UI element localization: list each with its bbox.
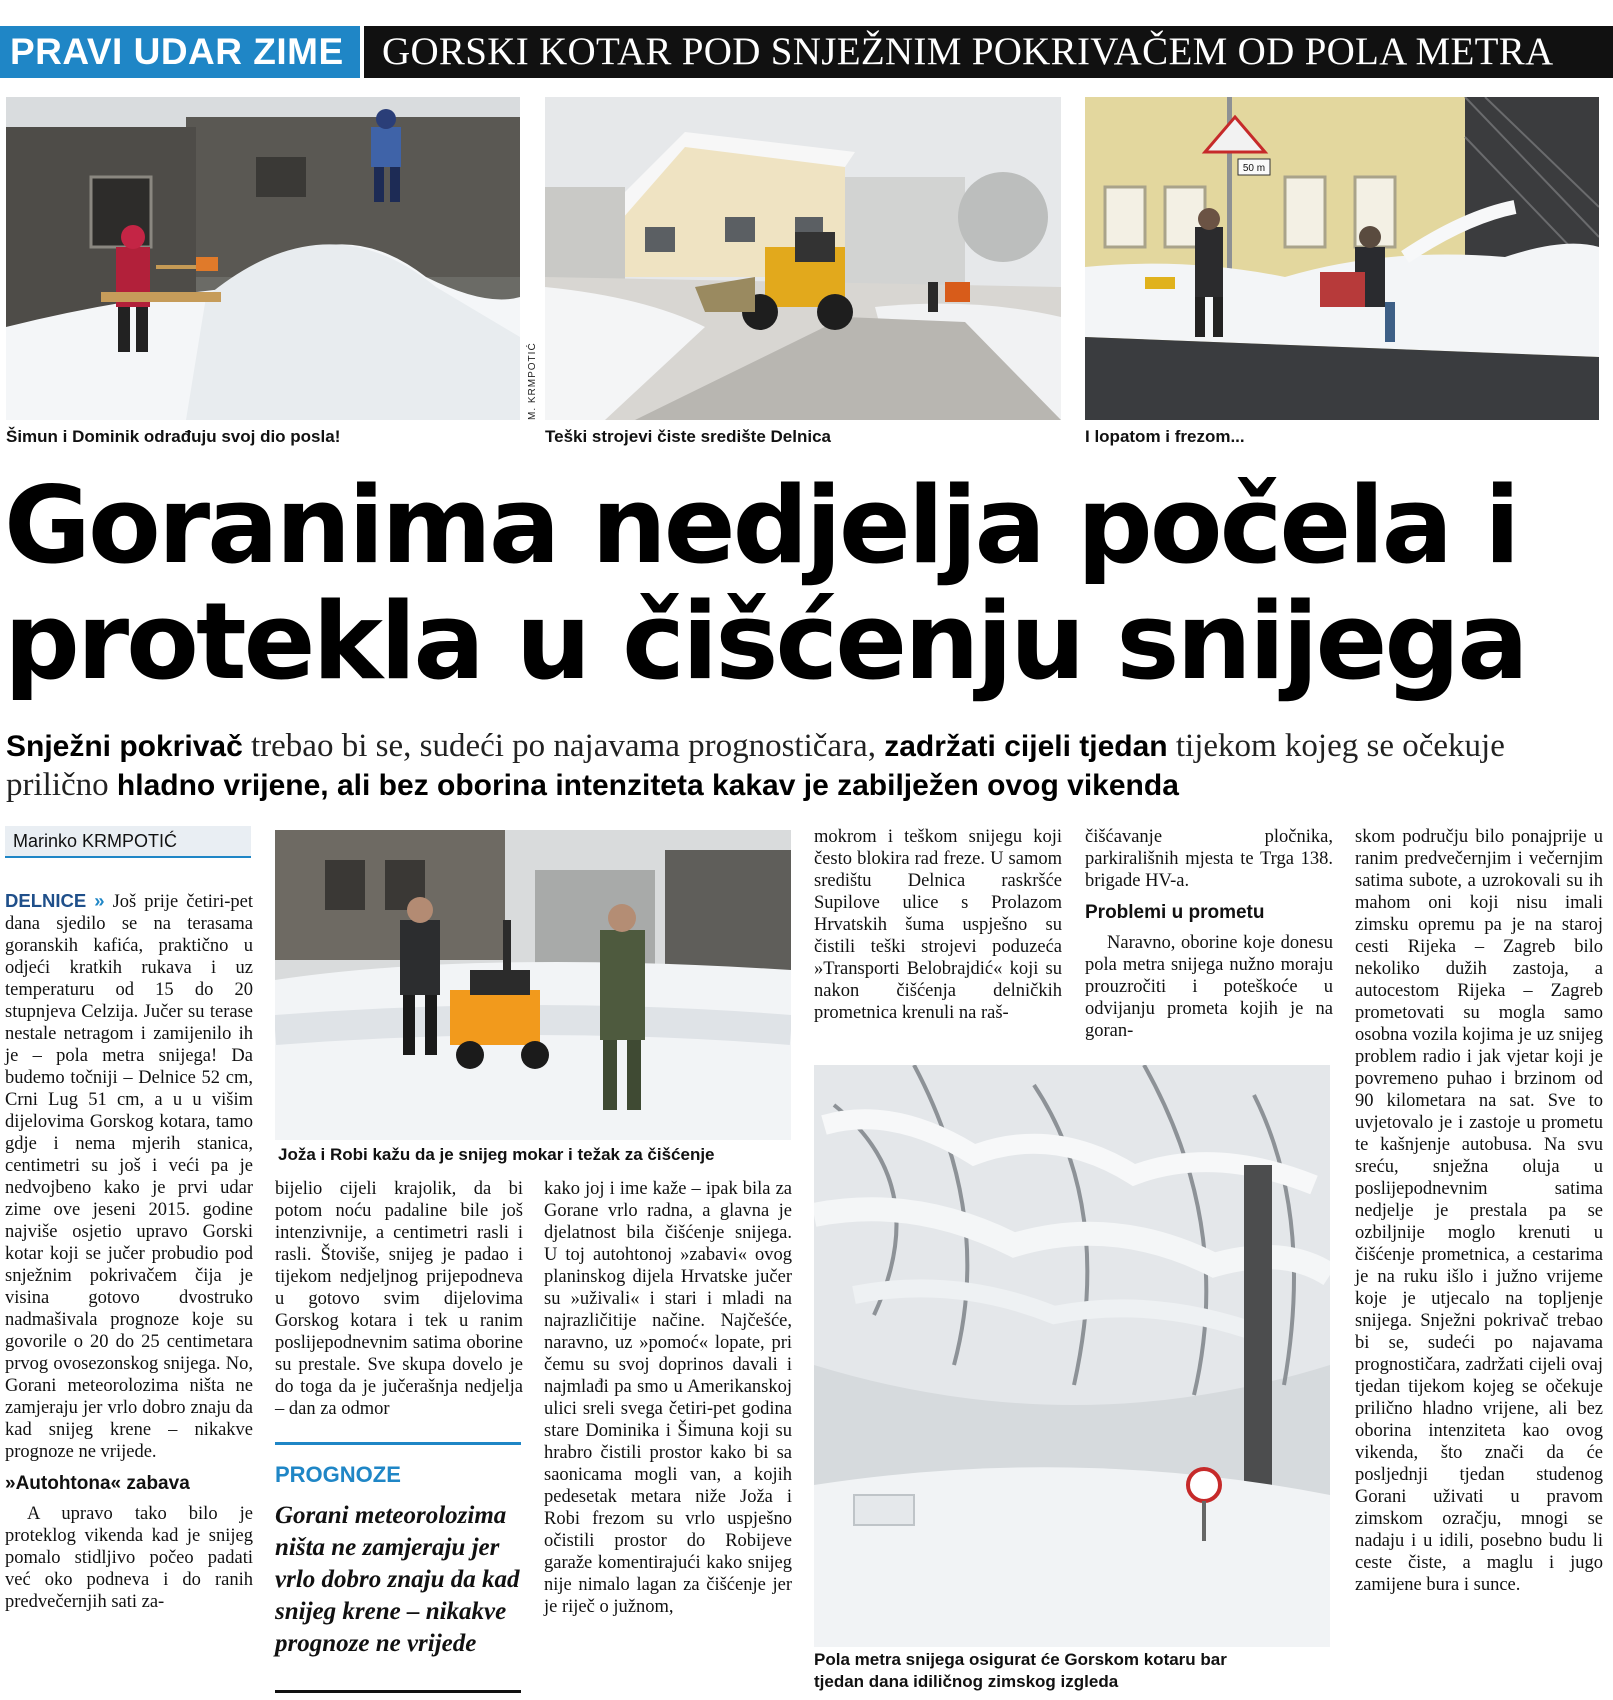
headline-line-1: Goranima nedjelja počela i xyxy=(4,464,1518,587)
article-paragraph: Naravno, oborine koje donesu pola metra snijega nužno moraju prouzročiti i poteškoće u odvijanju prometa kojih je na goran- xyxy=(1085,933,1333,1041)
dateline-arrow-icon: » xyxy=(94,890,105,911)
photo-kids-shoveling xyxy=(6,97,520,420)
headline-line-2: protekla u čišćenju snijega xyxy=(4,580,1526,703)
article-paragraph: A upravo tako bilo je proteklog vikenda kad je snijeg pomalo stidljivo počeo padati već oko podneva i do ranih predvečernjih sati za- xyxy=(5,1504,253,1612)
photo-caption: Pola metra snijega osigurat će Gorskom kotaru bar xyxy=(814,1650,1227,1669)
section-title: GORSKI KOTAR POD SNJEŽNIM POKRIVAČEM OD POLA METRA xyxy=(364,26,1613,78)
subheading: Problemi u prometu xyxy=(1085,902,1265,923)
box-divider xyxy=(275,1442,521,1445)
article-paragraph: skom području bilo ponajprije u ranim predvečernjim i večernjim satima subote, a uzrokovali su ih mahom oni koji nisu imali zimsku opremu pa je na staroj cesti Rijeka – Zagreb bilo nekoliko dužih zastoja, a autocestom Rijeka – Zagreb prometovati su mogla samo osobna vozila kojima je uz snijeg problem radio i jak vjetar koji je povremeno puhao i brzinom od 90 kilometara na sat. Sve to uvjetovalo je i zastoje u prometu te kašnjenje autobusa. Na svu sreću, snježna oluja u poslijepodnevnim satima nedjelje je prestala pa se ozbiljnije moglo krenuti u čišćenje prometnica, a cestarima je na ruku išlo i južno vrijeme koje je utjecalo na topljenje snijega. Snježni pokrivač trebao bi se, sudeći po najavama prognostičara, zadržati cijeli ovaj tjedan tijekom kojeg se očekuje prilično hladno vrijene, ali bez oborina intenziteta kao ovog vikenda, što znači da će posljednji tjedan studenog Gorani uživati u pravom zimskom ozračju, mnogi se nadaju i u idili, posebno budu li ceste čiste, a maglu i jugo zamijene bura i sunce. xyxy=(1355,827,1603,1595)
article-column-3 xyxy=(544,1178,792,1618)
lead-bold-1: Snježni pokrivač xyxy=(6,730,243,763)
dateline: DELNICE xyxy=(5,890,87,911)
photo-caption: Joža i Robi kažu da je snijeg mokar i težak za čišćenje xyxy=(278,1145,715,1164)
article-paragraph: čišćavanje pločnika, parkirališnih mjesta te Trga 138. brigade HV-a. xyxy=(1085,827,1333,891)
photo-caption: Teški strojevi čiste središte Delnica xyxy=(545,427,831,446)
lead-text-2: tijekom kojeg se očekuje prilično xyxy=(6,728,1505,803)
photo-snow-blower-men xyxy=(275,830,791,1140)
box-title: PROGNOZE xyxy=(275,1462,401,1487)
sign-distance-text: 50 m xyxy=(1242,163,1266,174)
lead-text-1: trebao bi se, sudeći po najavama prognostičara, xyxy=(242,728,885,764)
article-paragraph xyxy=(5,890,253,1463)
box-divider xyxy=(275,1690,521,1693)
section-kicker: PRAVI UDAR ZIME xyxy=(0,26,360,78)
lead-bold-2: zadržati cijeli tjedan xyxy=(884,730,1168,763)
photo-credit: M. KRMPOTIĆ xyxy=(527,342,538,420)
article-column-1 xyxy=(5,890,253,1613)
article-column-4 xyxy=(1085,826,1333,1042)
article-column-5 xyxy=(1355,826,1603,1596)
byline: Marinko KRMPOTIĆ xyxy=(5,826,251,858)
photo-caption: Šimun i Dominik odrađuju svoj dio posla! xyxy=(6,427,341,446)
photo-loader-delnice xyxy=(545,97,1061,420)
pull-quote: Gorani meteorolozima ništa ne zamjeraju jer vrlo dobro znaju da kad snijeg krene – nikakve prognoze ne vrijede xyxy=(275,1502,520,1657)
article-column-2 xyxy=(275,1178,523,1420)
lead-paragraph xyxy=(6,727,1606,805)
article-paragraph: kako joj i ime kaže – ipak bila za Gorane vrlo radna, a glavna je djelatnost bila čišćenje snijega. U toj autohtonoj »zabavi« ovog planinskog dijela Hrvatske jučer su »uživali« i stari i mladi na najrazličitije načine. Najčešće, naravno, uz »pomoć« lopate, pri čemu su svoj doprinos davali i najmlađi pa smo u Amerikanskoj ulici sreli svega četiri-pet godina stare Dominika i Šimuna koji su hrabro čistili prostor kako bi sa saonicama mogli van, a kojih pedesetak metara niže Joža i Robi frezom su vrlo uspješno očistili prostor do Robijeve garaže komentirajući kako snijeg nije nimalo lagan za čišćenje jer je riječ o južnom, xyxy=(544,1179,792,1617)
photo-shovel-blower xyxy=(1085,97,1599,420)
article-paragraph: bijelio cijeli krajolik, da bi potom noću padaline bile još intenzivnije, a centimetri rasli i rasli. Štoviše, snijeg je padao i tijekom nedjeljnog prijepodneva u gotovo svim dijelovima Gorskog kotara i tek u ranim poslijepodnevnim satima oborine su prestale. Sve skupa dovelo je do toga da je jučerašnja nedjelja – dan za odmor xyxy=(275,1179,523,1419)
article-paragraph: mokrom i teškom snijegu koji često blokira rad freze. U samom središtu Delnica raskršće Supilove ulice s Prolazom Hrvatskih šuma uspješno su čistili teški strojevi poduzeća »Transporti Belobrajdić« koji su nakon čišćenja delničkih prometnica krenuli na raš- xyxy=(814,827,1062,1023)
subheading: »Autohtona« zabava xyxy=(5,1473,190,1494)
article-column-3-top xyxy=(814,826,1062,1024)
lead-bold-3: hladno vrijene, ali bez oborina intenziteta kakav je zabilježen ovog vikenda xyxy=(116,769,1179,802)
photo-caption: tjedan dana idiličnog zimskog izgleda xyxy=(814,1672,1119,1691)
photo-snowy-forest xyxy=(814,1065,1330,1647)
page-title xyxy=(4,464,1609,703)
photo-caption: I lopatom i frezom... xyxy=(1085,427,1245,446)
article-text: Još prije četiri-pet dana sjedilo se na terasama goranskih kafića, praktično u odjeći kratkih rukava i uz temperaturu od 15 do 20 stupnjeva Celzija. Jučer su terase nestale netragom i zamijenilo ih je – pola metra snijega! Da budemo točniji – Delnice 52 cm, Crni Lug 51 cm, a u u višim dijelovima Gorskog kotara, tamo gdje i nema mjerih stanica, centimetri su još i veći pa je nedvojbeno kako je prvi udar zime ove jeseni 2015. godine najviše osjetio upravo Gorski kotar koji se jučer probudio pod snježnim pokrivačem čija je visina gotovo dvostruko nadmašivala prognoze koje su govorile o 20 do 25 centimetara prvog ovosezonskog snijega. No, Gorani meteorolozima ništa ne zamjeraju jer vrlo dobro znaju da kad snijeg krene – nikakve prognoze ne vrijede. xyxy=(5,892,253,1462)
